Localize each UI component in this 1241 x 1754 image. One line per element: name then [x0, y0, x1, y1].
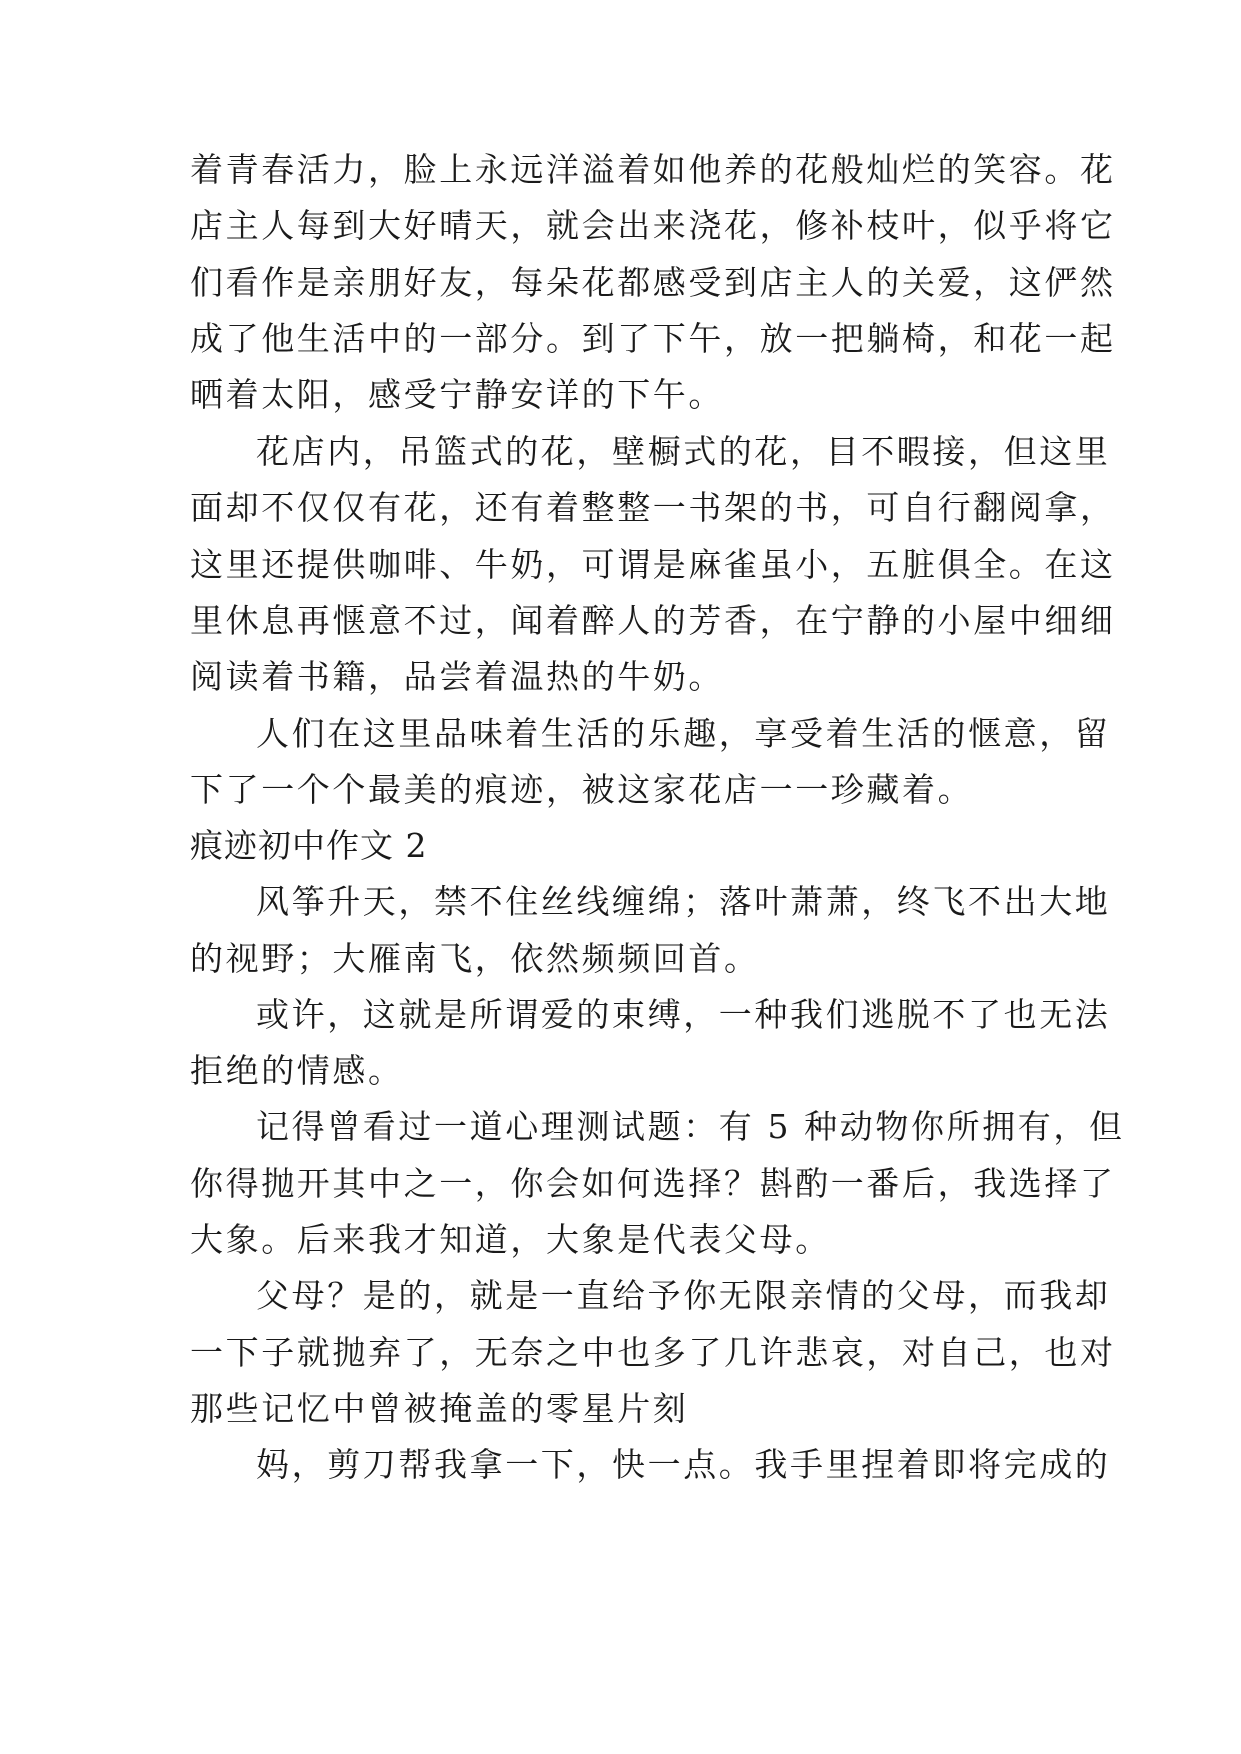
text-line: 父母？是的，就是一直给予你无限亲情的父母，而我却: [256, 1276, 1111, 1315]
text-line: 或许，这就是所谓爱的束缚，一种我们逃脱不了也无法: [256, 995, 1111, 1034]
text-line: 着青春活力，脸上永远洋溢着如他养的花般灿烂的笑容。花: [190, 150, 1116, 189]
text-line: 里休息再惬意不过，闻着醉人的芳香，在宁静的小屋中细细: [190, 601, 1116, 640]
text-line: 晒着太阳，感受宁静安详的下午。: [190, 375, 724, 414]
text-line: 一下子就抛弃了，无奈之中也多了几许悲哀，对自己，也对: [190, 1333, 1116, 1372]
text-line: 拒绝的情感。: [190, 1051, 404, 1090]
text-line: 这里还提供咖啡、牛奶，可谓是麻雀虽小，五脏俱全。在这: [190, 545, 1116, 584]
text-line: 面却不仅仅有花，还有着整整一书架的书，可自行翻阅拿，: [190, 488, 1116, 527]
section-heading: 痕迹初中作文 2: [190, 826, 428, 865]
text-line: 记得曾看过一道心理测试题：有 5 种动物你所拥有，但: [256, 1107, 1125, 1146]
text-line: 的视野；大雁南飞，依然频频回首。: [190, 939, 760, 978]
text-line: 阅读着书籍，品尝着温热的牛奶。: [190, 657, 724, 696]
text-line: 们看作是亲朋好友，每朵花都感受到店主人的关爱，这俨然: [190, 263, 1116, 302]
text-line: 你得抛开其中之一，你会如何选择？斟酌一番后，我选择了: [190, 1164, 1116, 1203]
text-line: 风筝升天，禁不住丝线缠绵；落叶萧萧，终飞不出大地: [256, 882, 1111, 921]
text-line: 妈，剪刀帮我拿一下，快一点。我手里捏着即将完成的: [256, 1445, 1111, 1484]
text-line: 花店内，吊篮式的花，壁橱式的花，目不暇接，但这里: [256, 432, 1111, 471]
text-line: 店主人每到大好晴天，就会出来浇花，修补枝叶，似乎将它: [190, 206, 1116, 245]
text-line: 成了他生活中的一部分。到了下午，放一把躺椅，和花一起: [190, 319, 1116, 358]
text-line: 下了一个个最美的痕迹，被这家花店一一珍藏着。: [190, 770, 974, 809]
text-line: 那些记忆中曾被掩盖的零星片刻: [190, 1389, 689, 1428]
text-line: 人们在这里品味着生活的乐趣，享受着生活的惬意，留: [256, 714, 1111, 753]
text-line: 大象。后来我才知道，大象是代表父母。: [190, 1220, 831, 1259]
